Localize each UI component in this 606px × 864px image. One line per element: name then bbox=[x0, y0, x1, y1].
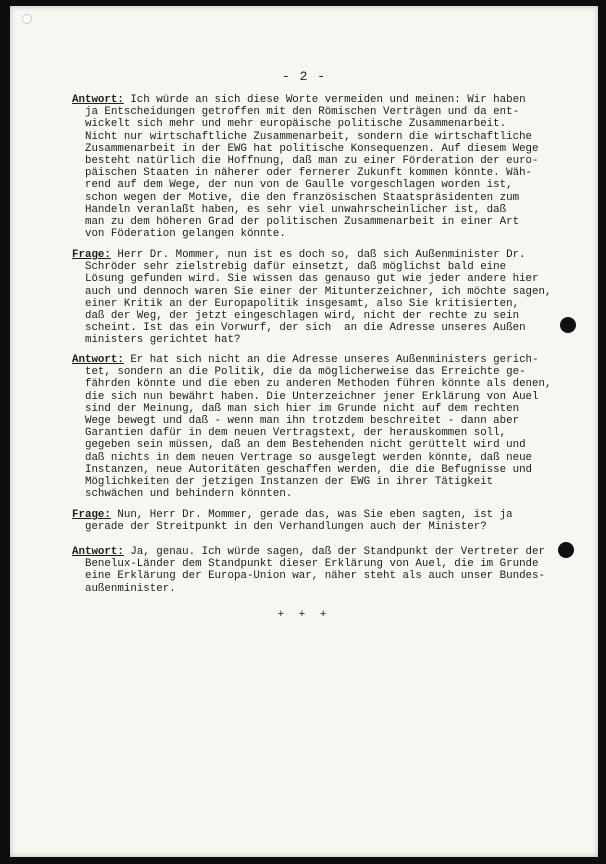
question-block-2 bbox=[72, 509, 586, 533]
answer-block-2 bbox=[72, 354, 586, 500]
page-number: - 2 - bbox=[281, 69, 326, 84]
answer-block-1 bbox=[72, 94, 586, 240]
speaker-label: Antwort: bbox=[72, 354, 124, 366]
ink-blot bbox=[558, 542, 574, 558]
paragraph-text: Ich würde an sich diese Worte vermeiden und meinen: Wir haben ja Entscheidungen getroffen mit den Römischen Verträgen und da ent- wickelt sich mehr und mehr europäische politische Zusammenarbeit. Nicht nur wirtschaftliche Zusammenarbeit, sondern die wirtschaftliche Zusammenarbeit in der EWG hat politische Konsequenzen. Auf diesem Wege besteht natürlich die Hoffnung, daß man zu einer Förderation der euro- päischen Staaten in näherer oder fernerer Zukunft kommen könnte. Wäh- rend auf dem Wege, der nun von de Gaulle vorgeschlagen worden ist, schon wegen der Motive, die den französischen Staatspräsidenten zum Handeln veranlaßt haben, es sehr viel unwahrscheinlicher ist, daß man zu dem höheren Grad der politischen Zusammenarbeit in einer Art von Föderation gelangen könnte. bbox=[72, 94, 539, 241]
speaker-label: Antwort: bbox=[72, 546, 124, 558]
paragraph-text: Nun, Herr Dr. Mommer, gerade das, was Sie eben sagten, ist ja gerade der Streitpunkt in den Verhandlungen auch der Minister? bbox=[72, 509, 513, 534]
document-page bbox=[10, 6, 598, 857]
answer-block-3 bbox=[72, 546, 586, 595]
paragraph-text: Ja, genau. Ich würde sagen, daß der Standpunkt der Vertreter der Benelux-Länder dem Standpunkt dieser Erklärung von Auel, die im Grunde eine Erklärung der Europa-Union war, näher steht als auch unser Bundes- außenminister. bbox=[72, 546, 545, 595]
speaker-label: Frage: bbox=[72, 249, 111, 261]
punch-hole bbox=[22, 14, 32, 24]
ink-blot bbox=[560, 317, 576, 333]
speaker-label: Antwort: bbox=[72, 94, 124, 106]
speaker-label: Frage: bbox=[72, 509, 111, 521]
paragraph-text: Herr Dr. Mommer, nun ist es doch so, daß sich Außenminister Dr. Schröder sehr zielstrebig dafür einsetzt, daß möglichst bald eine Lösung gefunden wird. Sie wissen das genauso gut wie jeder andere hier auch und dennoch waren Sie einer der Mitunterzeichner, ich möchte sagen, einer Kritik an der Europapolitik insgesamt, also Sie kritisierten, daß der Weg, der jetzt eingeschlagen wird, nicht der rechte zu sein scheint. Ist das ein Vorwurf, der sich an die Adresse unseres Außen ministers gerichtet hat? bbox=[72, 249, 552, 347]
question-block-1 bbox=[72, 249, 586, 347]
closing-mark: + + + bbox=[277, 609, 331, 621]
paragraph-text: Er hat sich nicht an die Adresse unseres Außenministers gerich- tet, sondern an die Politik, die da möglicherweise das Erreichte ge- fährden könnte und die eben zu anderen Methoden führen könnte als denen, die sich nun bewährt haben. Die Unterzeichner jener Erklärung von Auel sind der Meinung, daß man sich hier im Grunde nicht auf dem rechten Wege bewegt und daß - wenn man ihn trotzdem beschreitet - dann aber Garantien dafür in dem neuen Vertragstext, der herauskommen soll, gegeben sein müssen, daß an dem Bestehenden nicht gerüttelt wird und daß nichts in dem neuen Vertrage so ausgelegt werden könnte, daß neue Instanzen, neue Autoritäten geschaffen werden, die die Befugnisse und Möglichkeiten der jetzigen Instanzen der EWG in ihrer Tätigkeit schwächen und behindern könnten. bbox=[72, 354, 552, 501]
